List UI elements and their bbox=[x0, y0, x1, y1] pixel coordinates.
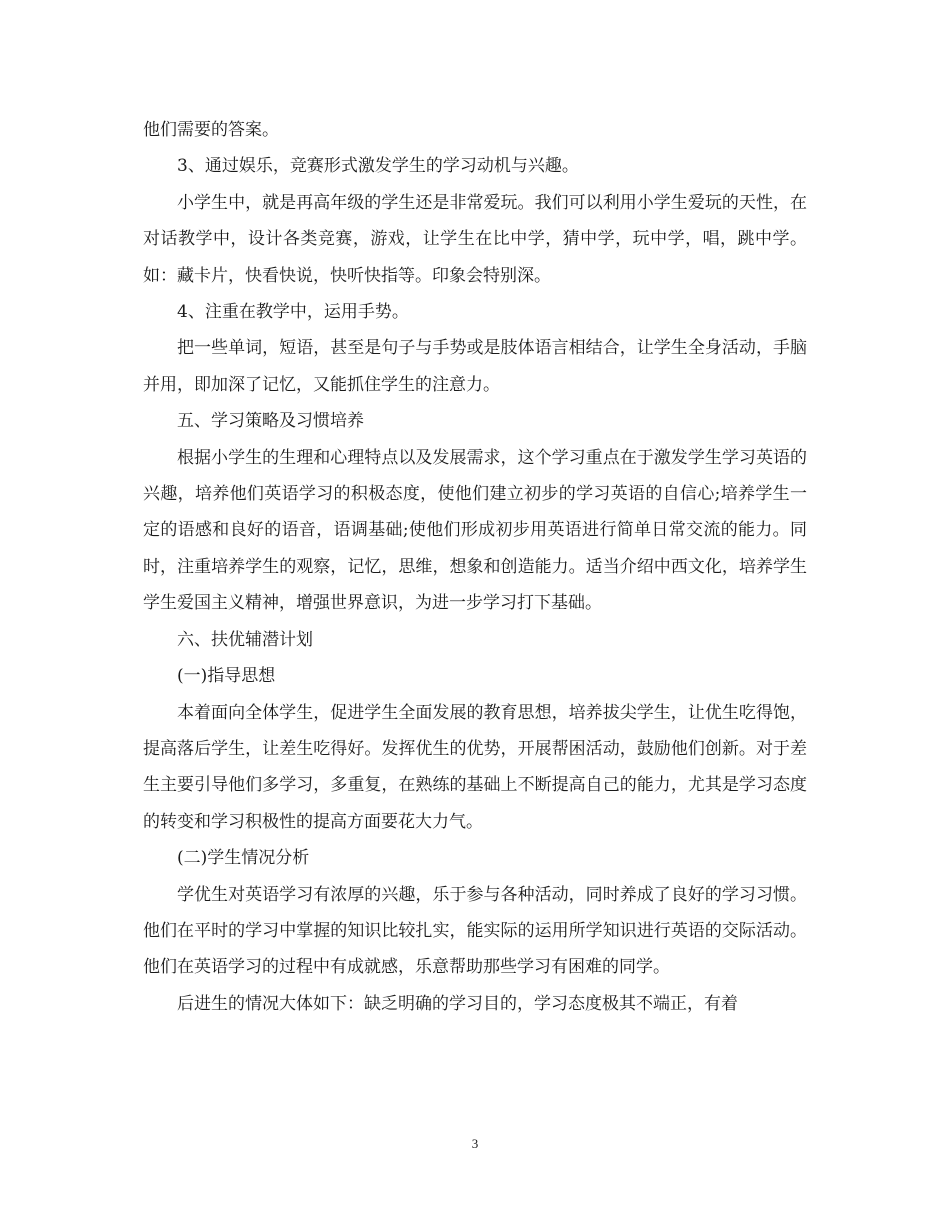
paragraph-7: 根据小学生的生理和心理特点以及发展需求，这个学习重点在于激发学生学习英语的兴趣，培养他们英语学习的积极态度，使他们建立初步的学习英语的自信心;培养学生一定的语感和良好的语音，语调基础;使他们形成初步用英语进行简单日常交流的能力。同时，注重培养学生的观察，记忆，思维，想象和创造能力。适当介绍中西文化，培养学生学生爱国主义精神，增强世界意识，为进一步学习打下基础。 bbox=[143, 447, 807, 614]
paragraph-5: 把一些单词，短语，甚至是句子与手势或是肢体语言相结合，让学生全身活动，手脑并用，即加深了记忆，又能抓住学生的注意力。 bbox=[143, 338, 807, 395]
subsection-heading-2: (二)学生情况分析 bbox=[177, 848, 310, 869]
section-heading-5: 五、学习策略及习惯培养 bbox=[177, 411, 364, 432]
paragraph-2: 3、通过娱乐，竞赛形式激发学生的学习动机与兴趣。 bbox=[177, 156, 579, 177]
page-number: 3 bbox=[471, 1136, 479, 1151]
subsection-heading-1: (一)指导思想 bbox=[177, 666, 276, 687]
paragraph-4: 4、注重在教学中，运用手势。 bbox=[177, 302, 409, 323]
paragraph-10: 本着面向全体学生，促进学生全面发展的教育思想，培养拔尖学生，让优生吃得饱，提高落后学生，让差生吃得好。发挥优生的优势，开展帮困活动，鼓励他们创新。对于差生主要引导他们多学习，多重复，在熟练的基础上不断提高自己的能力，尤其是学习态度的转变和学习积极性的提高方面要花大力气。 bbox=[143, 702, 807, 832]
paragraph-13: 后进生的情况大体如下：缺乏明确的学习目的，学习态度极其不端正，有着 bbox=[177, 993, 738, 1014]
paragraph-3: 小学生中，就是再高年级的学生还是非常爱玩。我们可以利用小学生爱玩的天性，在对话教学中，设计各类竞赛，游戏，让学生在比中学，猜中学，玩中学，唱，跳中学。如：藏卡片，快看快说，快听快指等。印象会特别深。 bbox=[143, 192, 807, 286]
section-heading-6: 六、扶优辅潜计划 bbox=[177, 629, 313, 650]
paragraph-1: 他们需要的答案。 bbox=[143, 120, 279, 140]
document-body bbox=[143, 112, 807, 1022]
paragraph-12: 学优生对英语学习有浓厚的兴趣，乐于参与各种活动，同时养成了良好的学习习惯。他们在平时的学习中掌握的知识比较扎实，能实际的运用所学知识进行英语的交际活动。他们在英语学习的过程中有成就感，乐意帮助那些学习有困难的同学。 bbox=[143, 884, 807, 978]
